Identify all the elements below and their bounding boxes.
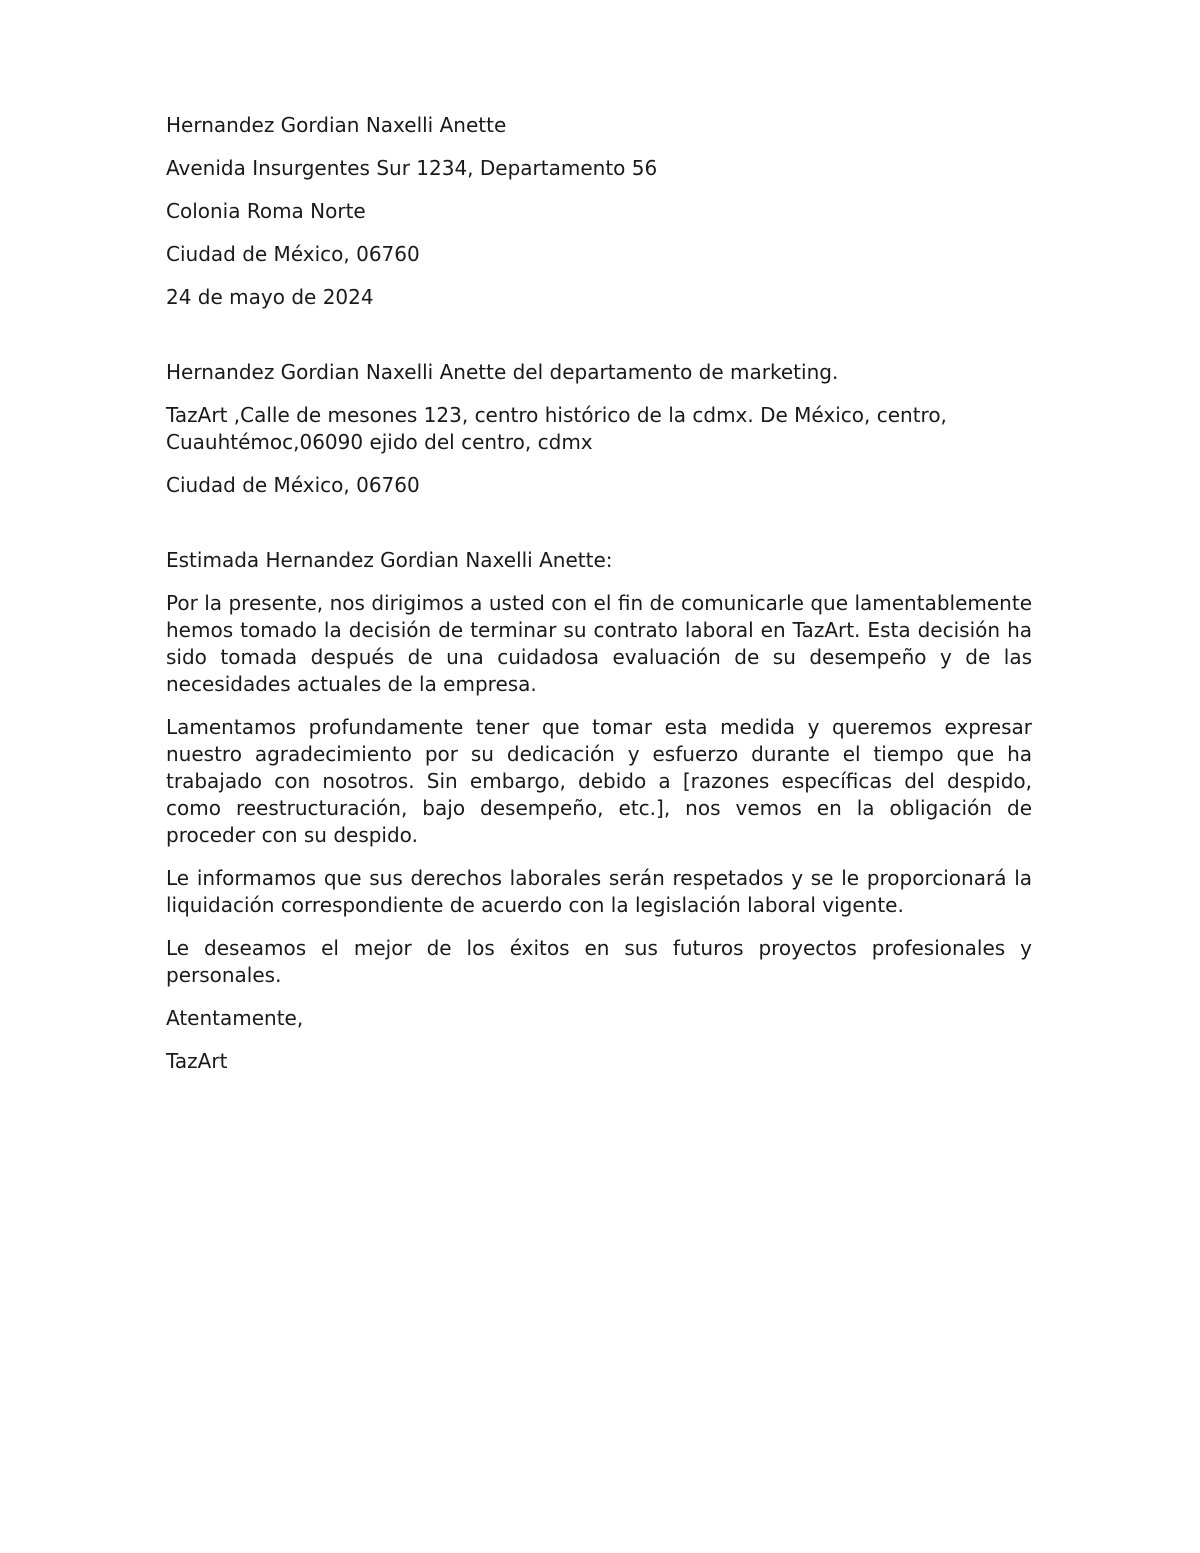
paragraph-2: Lamentamos profundamente tener que tomar esta medida y queremos expresar nuestro agradecimiento por su dedicación y esfuerzo durante el tiempo que ha trabajado con nosotros. Sin embargo, debido a [razones específicas del despido, como reestructuración, bajo desempeño, etc.], nos vemos en la obligación de proceder con su despido.: [166, 715, 1032, 847]
sender-city: Ciudad de México, 06760: [166, 242, 420, 266]
letter-body: [166, 112, 1032, 1091]
sender-name: Hernandez Gordian Naxelli Anette: [166, 113, 507, 137]
spacer: [166, 327, 1032, 359]
recipient-address: [166, 402, 1032, 456]
sender-block: [166, 112, 1032, 311]
recipient-name: Hernandez Gordian Naxelli Anette del departamento de marketing.: [166, 360, 839, 384]
recipient-address-line2: Cuauhtémoc,06090 ejido del centro, cdmx: [166, 430, 593, 454]
paragraph-4: Le deseamos el mejor de los éxitos en sus futuros proyectos profesionales y personales.: [166, 936, 1032, 987]
paragraph-3: Le informamos que sus derechos laborales serán respetados y se le proporcionará la liquidación correspondiente de acuerdo con la legislación laboral vigente.: [166, 866, 1032, 917]
letter-date: 24 de mayo de 2024: [166, 285, 374, 309]
signature: TazArt: [166, 1049, 228, 1073]
sender-address-line2: Colonia Roma Norte: [166, 199, 366, 223]
salutation: Estimada Hernandez Gordian Naxelli Anette:: [166, 548, 613, 572]
sender-address-line1: Avenida Insurgentes Sur 1234, Departamento 56: [166, 156, 658, 180]
recipient-city: Ciudad de México, 06760: [166, 473, 420, 497]
recipient-address-line1: TazArt ,Calle de mesones 123, centro histórico de la cdmx. De México, centro,: [166, 403, 947, 427]
paragraph-1: Por la presente, nos dirigimos a usted con el fin de comunicarle que lamentablemente hemos tomado la decisión de terminar su contrato laboral en TazArt. Esta decisión ha sido tomada después de una cuidadosa evaluación de su desempeño y de las necesidades actuales de la empresa.: [166, 591, 1032, 696]
closing: Atentamente,: [166, 1006, 304, 1030]
spacer: [166, 515, 1032, 547]
recipient-block: [166, 359, 1032, 499]
